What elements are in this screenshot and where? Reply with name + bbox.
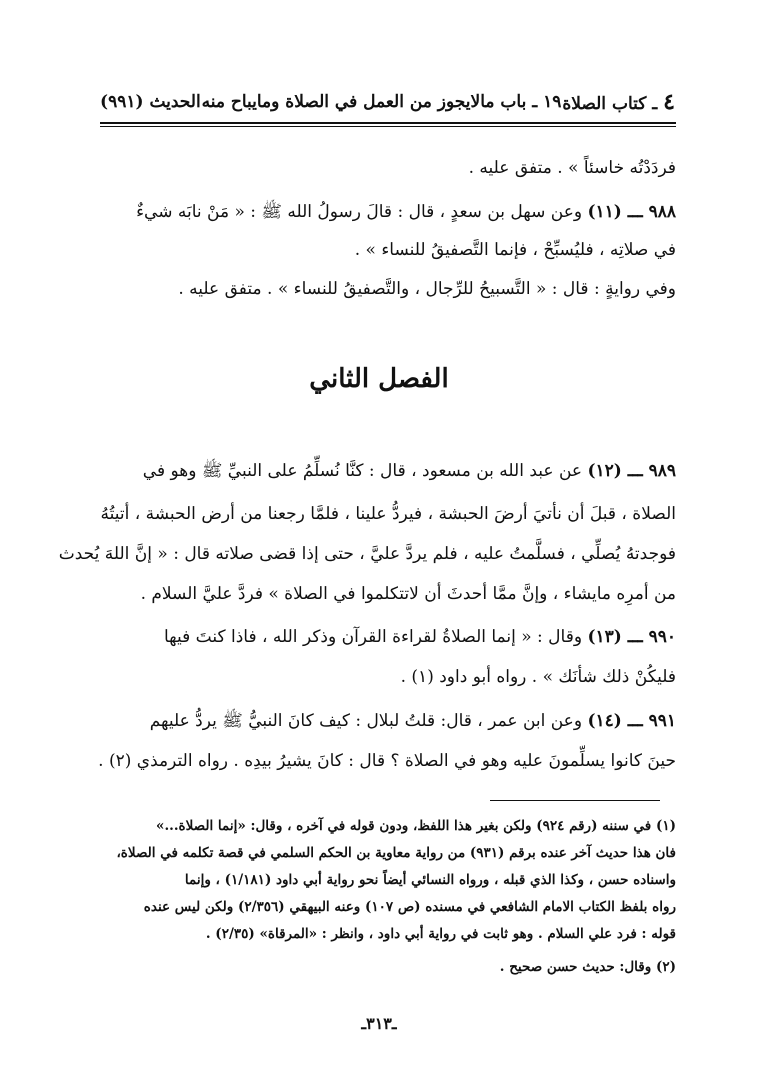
hadith-989-line-3: فوجدتهُ يُصلِّي ، فسلَّمتُ عليه ، فلم يردَّ عليَّ ، حتى إذا قضى صلاته قال : « إنَّ اللهَ يُحدث (58, 544, 676, 564)
hadith-number: ٩٩٠ ـــ (١٣) (587, 627, 676, 647)
hadith-988-line-3: وفي روايةٍ : قال : « التَّسبيحُ للرِّجال ، والتَّصفيقُ للنساء » . متفق عليه . (178, 279, 676, 299)
text-line: فردَدْتُه خاسئاً » . متفق عليه . (468, 158, 676, 178)
page-number: ـ٣١٣ـ (361, 1014, 397, 1033)
header-rule (100, 122, 676, 124)
hadith-990-line-1 (164, 624, 676, 650)
footnote-1-line-3: واسناده حسن ، وكذا الذي قبله ، ورواه النسائي أيضاً نحو رواية أبي داود (١/١٨١) ، وإنما (184, 872, 676, 888)
footnote-rule (490, 800, 660, 801)
hadith-text: وعن سهل بن سعدٍ ، قال : قالَ رسولُ الله ﷺ : « مَنْ نابَه شيءٌ (136, 202, 583, 222)
footnote-1-line-2: فان هذا حديث آخر عنده برقم (٩٣١) من رواية معاوية بن الحكم السلمي في قصة تكلمه في الصلاة، (116, 845, 676, 861)
hadith-988-line-2: في صلاتِه ، فليُسبِّحْ ، فإنما التَّصفيقُ للنساء » . (354, 240, 676, 260)
header-rule-thin (100, 126, 676, 127)
header-chapter: ١٩ ـ باب مالايجوز من العمل في الصلاة ومايباح منه (201, 92, 562, 112)
header-book-number: ٤ (663, 89, 675, 115)
hadith-991-line-2: حينَ كانوا يسلِّمونَ عليه وهو في الصلاة ؟ قال : كانَ يشيرُ بيدِه . رواه الترمذي (٢) . (98, 751, 676, 771)
hadith-989-line-1 (143, 458, 676, 484)
header-book-title: ـ كتاب الصلاة (562, 94, 658, 114)
hadith-number: ٩٨٩ ـــ (١٢) (587, 461, 676, 481)
hadith-text: وقال : « إنما الصلاةُ لقراءة القرآن وذكر الله ، فاذا كنتَ فيها (164, 627, 583, 647)
hadith-989-line-2: الصلاة ، قبلَ أن نأتيَ أرضَ الحبشة ، فيردُّ علينا ، فلمَّا رجعنا من أرض الحبشة ، أتيتُهُ (100, 504, 676, 524)
footnote-1-line-5: قوله : فرد علي السلام . وهو ثابت في رواية أبي داود ، وانظر : «المرقاة» (٢/٣٥) . (205, 926, 676, 942)
hadith-text: عن عبد الله بن مسعود ، قال : كنَّا نُسلِّمُ على النبيِّ ﷺ وهو في (142, 461, 583, 481)
hadith-988-line-1 (136, 199, 676, 225)
hadith-text: وعن ابن عمر ، قال: قلتُ لبلال : كيف كانَ النبيُّ ﷺ يردُّ عليهم (149, 711, 583, 731)
page-header (100, 84, 675, 120)
hadith-number: ٩٩١ ـــ (١٤) (587, 711, 676, 731)
header-hadith-label: الحديث (149, 92, 201, 112)
hadith-990-line-2: فليكُنْ ذلك شأنَك » . رواه أبو داود (١) . (400, 667, 676, 687)
footnote-1-line-1: (١) في سننه (رقم ٩٢٤) ولكن بغير هذا اللفظ، ودون قوله في آخره ، وقال: «إنما الصلاة...» (156, 818, 676, 834)
header-hadith (100, 92, 201, 112)
hadith-989-line-4: من أمرِه مايشاء ، وإنَّ ممَّا أحدثَ أن لاتتكلموا في الصلاة » فردَّ عليَّ السلام . (140, 584, 676, 604)
header-hadith-range: (٩٩١) (100, 92, 144, 112)
hadith-991-line-1 (150, 708, 676, 734)
section-title: الفصل الثاني (309, 364, 449, 394)
hadith-number: ٩٨٨ ـــ (١١) (587, 202, 676, 222)
footnote-1-line-4: رواه بلفظ الكتاب الامام الشافعي في مسنده (ص ١٠٧) وعنه البيهقي (٢/٣٥٦) ولكن ليس عنده (143, 899, 676, 915)
header-book (562, 89, 675, 115)
footnote-2: (٢) وقال: حديث حسن صحيح . (499, 959, 676, 975)
